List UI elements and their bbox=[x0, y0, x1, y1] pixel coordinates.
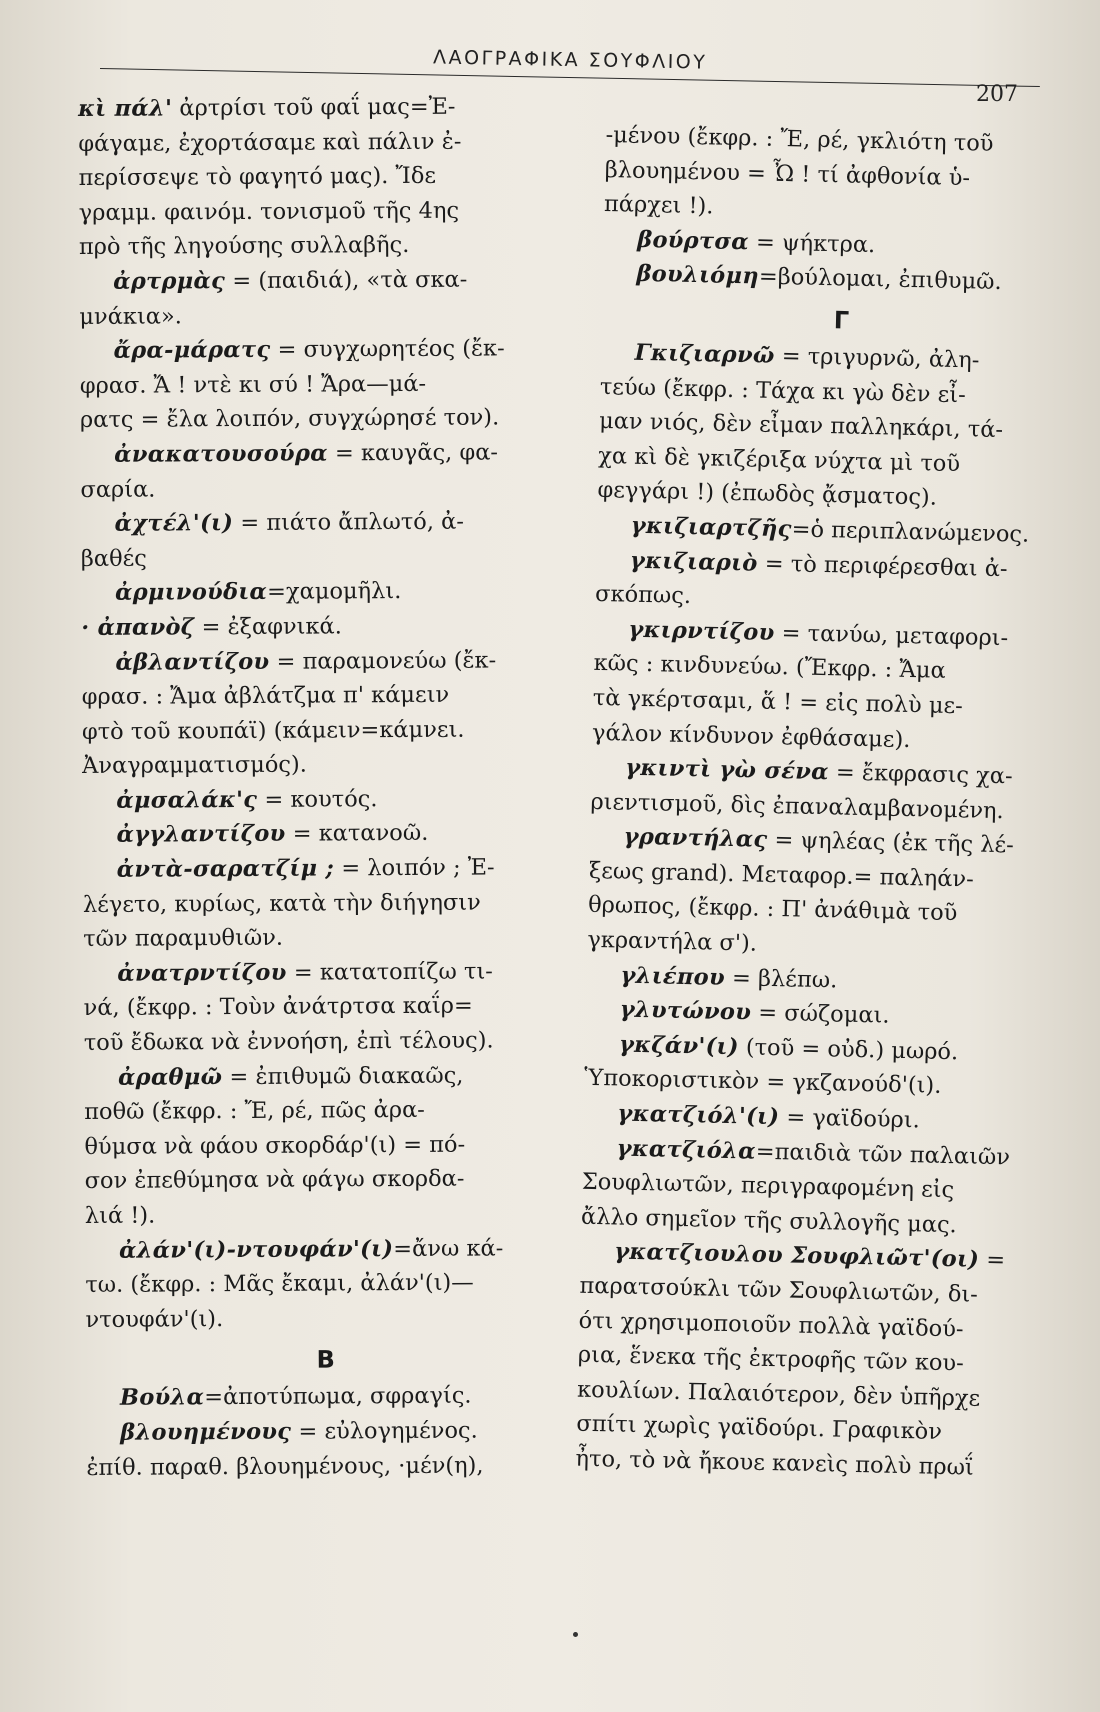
headword: ἄρα-μάρατς bbox=[113, 336, 271, 364]
dictionary-entry-line bbox=[81, 608, 521, 645]
dictionary-entry-line bbox=[86, 1379, 526, 1416]
dictionary-entry-line bbox=[78, 89, 518, 126]
definition-text: τοῦ ἔδωκα νὰ ἐννοήση, ἐπὶ τέλους). bbox=[83, 1027, 494, 1057]
page-number: 207 bbox=[976, 82, 1018, 107]
definition-text: ἄλλο σημεῖον τῆς συλλογῆς μας. bbox=[580, 1203, 958, 1239]
text-line bbox=[79, 228, 519, 265]
headword: κὶ πάλ' bbox=[78, 95, 173, 122]
definition-text: =παιδιὰ τῶν παλαιῶν bbox=[755, 1138, 1011, 1171]
text-line bbox=[85, 1162, 525, 1199]
definition-text: = σώζομαι. bbox=[750, 999, 890, 1029]
definition-text: περίσσεψε τὸ φαγητό μας). Ἴδε bbox=[78, 163, 437, 192]
definition-text: = ψηλέας (ἐκ τῆς λέ- bbox=[767, 827, 1015, 859]
definition-text: = (παιδιά), «τὰ σκα- bbox=[225, 266, 468, 295]
definition-text: τὰ γκέρτσαμι, ἅ ! = εἰς πολὺ με- bbox=[592, 684, 964, 720]
headword: ἀγγλαντίζου bbox=[116, 821, 286, 849]
definition-text: =χαμομῆλι. bbox=[267, 578, 402, 606]
dictionary-entry-line bbox=[82, 781, 522, 818]
left-column bbox=[78, 89, 527, 1485]
dictionary-entry-line bbox=[84, 1058, 524, 1095]
text-line bbox=[86, 1448, 526, 1485]
text-line bbox=[81, 539, 521, 576]
definition-text: γάλον κίνδυνον ἐφθάσαμε). bbox=[591, 719, 911, 753]
headword: βούρτσα bbox=[636, 226, 750, 256]
definition-text: σπίτι χωρὶς γαϊδούρι. Γραφικὸν bbox=[576, 1411, 943, 1446]
definition-text: = ψήκτρα. bbox=[748, 229, 876, 258]
ink-speck bbox=[573, 1632, 578, 1637]
definition-text: Σουφλιωτῶν, περιγραφομένη εἰς bbox=[581, 1168, 955, 1204]
definition-text: μνάκια». bbox=[79, 302, 182, 330]
definition-text: =ἄνω κά- bbox=[393, 1235, 504, 1262]
definition-text: = ἐξαφνικά. bbox=[194, 613, 342, 641]
headword: ἀβλαντίζου bbox=[115, 648, 270, 676]
text-line bbox=[84, 1023, 524, 1060]
definition-text: = γαϊδούρι. bbox=[778, 1104, 921, 1134]
headword: ἀρμινούδια bbox=[114, 579, 268, 607]
definition-text: λέγετο, κυρίως, κατὰ τὴν διήγησιν bbox=[82, 889, 481, 918]
text-line bbox=[78, 158, 518, 195]
dictionary-entry-line bbox=[81, 504, 521, 541]
dictionary-entry-line bbox=[79, 262, 519, 299]
definition-text: = τανύω, μεταφορι- bbox=[774, 619, 1009, 651]
definition-text: = πιάτο ἄπλωτό, ἀ- bbox=[233, 508, 464, 537]
definition-text: = βλέπω. bbox=[724, 964, 838, 994]
text-line bbox=[85, 1196, 525, 1233]
headword: ἀνατρντίζου bbox=[117, 959, 287, 987]
text-line bbox=[83, 920, 523, 957]
headword: ἀρτρμὰς bbox=[113, 268, 226, 295]
headword: Βούλα bbox=[119, 1384, 205, 1412]
text-line bbox=[80, 366, 520, 403]
text-line bbox=[85, 1300, 525, 1337]
headword: γλυτώνου bbox=[619, 996, 752, 1026]
dictionary-entry-line bbox=[85, 1231, 525, 1268]
dictionary-entry-line bbox=[79, 331, 519, 368]
headword: ἀχτέλ'(ι) bbox=[114, 510, 234, 537]
definition-text: σαρία. bbox=[80, 476, 156, 503]
headword: Γκιζιαρνῶ bbox=[634, 339, 775, 369]
definition-text: Ὑποκοριστικὸν = γκζανούδ'(ι). bbox=[583, 1065, 942, 1100]
definition-text: γκραντήλα σ'). bbox=[587, 926, 758, 957]
definition-text: =ὁ περιπλανώμενος. bbox=[791, 516, 1030, 548]
definition-text: παρατσούκλι τῶν Σουφλιωτῶν, δι- bbox=[579, 1272, 979, 1308]
definition-text: σον ἐπεθύμησα νὰ φάγω σκορδα- bbox=[84, 1166, 465, 1195]
definition-text: φρασ. : Ἄμα ἀβλάτζμα π' κάμειν bbox=[81, 681, 450, 711]
definition-text: = κουτός. bbox=[257, 786, 378, 813]
definition-text: φρασ. Ἄ ! ντὲ κι σύ ! Ἄρα—μά- bbox=[79, 370, 427, 399]
text-line bbox=[80, 470, 520, 507]
definition-text: = τριγυρνῶ, ἀλη- bbox=[774, 342, 980, 374]
dictionary-entry-line bbox=[83, 954, 523, 991]
definition-text: = τὸ περιφέρεσθαι ἀ- bbox=[757, 550, 1008, 582]
definition-text: γραμμ. φαινόμ. τονισμοῦ τῆς 4ης bbox=[78, 197, 460, 226]
definition-text: ότι χρησιμοποιοῦν πολλὰ γαϊδού- bbox=[578, 1307, 964, 1343]
definition-text: =ἀποτύπωμα, σφραγίς. bbox=[204, 1382, 472, 1411]
text-line bbox=[82, 677, 522, 714]
headword: γκιζιαριὸ bbox=[629, 547, 758, 577]
section-letter: Β bbox=[316, 1345, 335, 1374]
dictionary-entry-line bbox=[81, 643, 521, 680]
dictionary-entry-line bbox=[80, 435, 520, 472]
headword: ἀντὰ-σαρατζίμ ; bbox=[116, 855, 335, 883]
dictionary-entry-line bbox=[81, 574, 521, 611]
definition-text: =βούλομαι, ἐπιθυμῶ. bbox=[758, 263, 1003, 296]
dictionary-entry-line bbox=[83, 850, 523, 887]
text-line bbox=[79, 193, 519, 230]
definition-text: θύμσα νὰ φάου σκορδάρ'(ι) = πό- bbox=[84, 1131, 466, 1160]
definition-text: = κατανοῶ. bbox=[285, 820, 429, 848]
definition-text: θρωπος, (ἔκφρ. : Π' ἀνάθιμὰ τοῦ bbox=[587, 892, 958, 927]
definition-text: σκόπως. bbox=[594, 581, 692, 610]
definition-text: ποθῶ (ἔκφρ. : Ἔ, ρέ, πῶς ἀρα- bbox=[84, 1097, 425, 1126]
running-title: ΛΑΟΓΡΑΦΙΚΑ ΣΟΥΦΛΙΟΥ bbox=[432, 46, 708, 74]
definition-text: ντουφάν'(ι). bbox=[85, 1305, 224, 1333]
running-head bbox=[100, 40, 1040, 87]
headword: ἀλάν'(ι)-ντουφάν'(ι) bbox=[118, 1235, 394, 1264]
definition-text: κουλίων. Παλαιότερον, δὲν ὑπῆρχε bbox=[576, 1376, 981, 1412]
headword: γκατζιόλ'(ι) bbox=[617, 1100, 780, 1131]
section-letter: Γ bbox=[833, 306, 850, 335]
definition-text: = ἔκφρασις χα- bbox=[828, 759, 1013, 790]
definition-text: φτὸ τοῦ κουπάϊ) (κάμειν=κάμνει. bbox=[81, 716, 465, 745]
headword: γκιρντίζου bbox=[628, 616, 775, 646]
definition-text: = συγχωρητέος (ἔκ- bbox=[270, 335, 505, 363]
headword: γκιζιαρτζῆς bbox=[630, 512, 792, 543]
headword: γλιέπου bbox=[620, 962, 726, 991]
text-line bbox=[85, 1265, 525, 1302]
headword: ἀραθμῶ bbox=[117, 1063, 223, 1091]
definition-text: = καυγᾶς, φα- bbox=[327, 439, 499, 467]
definition-text: ριεντισμοῦ, δὶς ἐπαναλαμβανομένη. bbox=[590, 788, 1004, 824]
definition-text: = λοιπόν ; Ἐ- bbox=[334, 854, 495, 882]
text-line bbox=[82, 747, 522, 784]
definition-text: λιά !). bbox=[84, 1202, 156, 1229]
dictionary-entry-line bbox=[82, 816, 522, 853]
text-line bbox=[79, 297, 519, 334]
definition-text: -μένου (ἔκφρ. : Ἔ, ρέ, γκλιότη τοῦ bbox=[605, 121, 994, 157]
definition-text: ρια, ἕνεκα τῆς ἐκτροφῆς τῶν κου- bbox=[577, 1341, 965, 1377]
definition-text: τῶν παραμυθιῶν. bbox=[83, 925, 284, 953]
definition-text: = κατατοπίζω τι- bbox=[286, 958, 493, 986]
headword: γκζάν'(ι) bbox=[618, 1031, 740, 1061]
definition-text: φάγαμε, ἐχορτάσαμε καὶ πάλιν ἐ- bbox=[78, 128, 462, 157]
definition-text: ἐπίθ. παραθ. βλουημένους, ·μέν(η), bbox=[86, 1452, 484, 1481]
headword: · ἀπανὸζ bbox=[81, 614, 195, 641]
definition-text: κῶς : κινδυνεύω. (Ἔκφρ. : Ἄμα bbox=[593, 650, 947, 685]
definition-text: πάρχει !). bbox=[603, 191, 714, 220]
text-line bbox=[80, 401, 520, 438]
headword: βουλιόμη bbox=[636, 261, 760, 290]
definition-text: Ἀναγραμματισμός). bbox=[82, 751, 307, 780]
headword: ἀνακατουσούρα bbox=[114, 440, 328, 468]
definition-text: βλουημένου = Ὦ ! τί ἀφθονία ὑ- bbox=[604, 156, 971, 191]
headword: γκατζιουλου Σουφλιῶτ'(οι) bbox=[613, 1238, 980, 1274]
definition-text: ξεως grand). Μεταφορ.= παληάν- bbox=[588, 857, 975, 893]
headword: βλουημένους bbox=[120, 1418, 292, 1446]
definition-text: πρὸ τῆς ληγούσης συλλαβῆς. bbox=[78, 232, 410, 261]
headword: γραντήλας bbox=[623, 823, 768, 854]
definition-text: χα κὶ δὲ γκιζέριξα νύχτα μὶ τοῦ bbox=[598, 442, 961, 477]
definition-text: φεγγάρι !) (ἐπωδὸς ᾄσματος). bbox=[597, 477, 938, 511]
definition-text: τεύω (ἔκφρ. : Τάχα κι γὼ δὲν εἶ- bbox=[599, 373, 967, 408]
definition-text: μαν νιός, δὲν εἶμαν παλληκάρι, τά- bbox=[598, 408, 1004, 444]
definition-text: = ἐπιθυμῶ διακαῶς, bbox=[222, 1062, 464, 1090]
text-line bbox=[82, 712, 522, 749]
headword: γκιντὶ γὼ σένα bbox=[624, 754, 830, 786]
definition-text: νά, (ἔκφρ. : Τοὺν ἀνάτρτσα καΐρ= bbox=[83, 993, 473, 1022]
definition-text: = bbox=[978, 1247, 1006, 1274]
headword: γκατζιόλα bbox=[616, 1135, 757, 1165]
text-line bbox=[83, 885, 523, 922]
definition-text: = παραμονεύω (ἔκ- bbox=[269, 646, 497, 675]
headword: ἀμσαλάκ'ς bbox=[116, 786, 258, 814]
text-line bbox=[78, 124, 518, 161]
text-line bbox=[83, 989, 523, 1026]
right-column bbox=[575, 118, 1046, 1486]
text-line bbox=[84, 1127, 524, 1164]
definition-text: τω. (ἔκφρ. : Μᾶς ἔκαμι, ἀλάν'(ι)— bbox=[85, 1269, 474, 1299]
text-line bbox=[84, 1093, 524, 1130]
definition-text: ἦτο, τὸ νὰ ἤκουε κανεὶς πολὺ πρωΐ bbox=[575, 1445, 975, 1481]
definition-text: (τοῦ = οὐδ.) μωρό. bbox=[738, 1034, 959, 1066]
definition-text: βαθές bbox=[80, 545, 147, 572]
definition-text: = εὐλογημένος. bbox=[291, 1417, 478, 1445]
dictionary-entry-line bbox=[86, 1413, 526, 1450]
definition-text: ἀρτρίσι τοῦ φαΐ μας=Ἐ- bbox=[172, 93, 456, 122]
definition-text: ρατς = ἔλα λοιπόν, συγχώρησέ τον). bbox=[79, 404, 500, 434]
